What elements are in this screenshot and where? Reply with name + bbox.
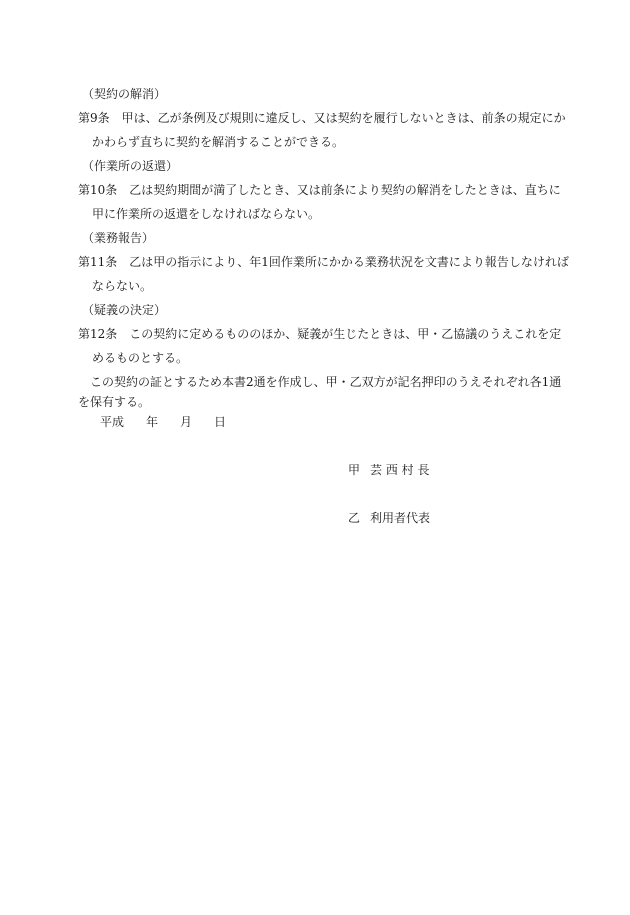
- closing-line-2: を保有する。: [78, 395, 151, 409]
- section-11-heading: （業務報告）: [82, 231, 155, 245]
- section-11-number: 第11条: [78, 255, 118, 269]
- section-10-text-1: 乙は契約期間が満了したとき、又は前条により契約の解消をしたときは、直ちに: [129, 183, 561, 197]
- closing-line-1: この契約の証とするため本書2通を作成し、甲・乙双方が記名押印のうえそれぞれ各1通: [90, 375, 562, 389]
- section-12-line-1: [78, 326, 561, 342]
- signing-date: [100, 414, 226, 430]
- party-a-role: 甲: [348, 463, 361, 477]
- section-12-number: 第12条: [78, 327, 118, 341]
- section-9-line-1: [78, 110, 566, 126]
- party-b: [348, 510, 430, 526]
- section-9-number: 第9条: [78, 111, 110, 125]
- section-10-line-1: [78, 182, 561, 198]
- section-12-text-1: この契約に定めるもののほか、疑義が生じたときは、甲・乙協議のうえこれを定: [129, 327, 562, 341]
- section-9-text-1: 甲は、乙が条例及び規則に違反し、又は契約を履行しないときは、前条の規定にか: [121, 111, 566, 125]
- date-era: 平成: [100, 415, 125, 429]
- section-11-text-1: 乙は甲の指示により、年1回作業所にかかる業務状況を文書により報告しなければ: [129, 255, 569, 269]
- section-10-number: 第10条: [78, 183, 118, 197]
- party-a: [348, 462, 429, 478]
- section-12-heading: （疑義の決定）: [82, 303, 167, 317]
- party-b-name: 利用者代表: [370, 511, 431, 525]
- section-11-line-1: [78, 254, 569, 270]
- section-10-heading: （作業所の返還）: [82, 159, 179, 173]
- section-9-heading: （契約の解消）: [82, 87, 167, 101]
- section-12-line-2: めるものとする。: [92, 351, 189, 365]
- section-10-line-2: 甲に作業所の返還をしなければならない。: [92, 207, 321, 221]
- party-a-name: 芸 西 村 長: [370, 463, 430, 477]
- section-9-line-2: かわらず直ちに契約を解消することができる。: [92, 135, 345, 149]
- date-year: 年: [146, 415, 159, 429]
- party-b-role: 乙: [348, 511, 361, 525]
- date-month: 月: [180, 415, 193, 429]
- section-11-line-2: ならない。: [92, 279, 153, 293]
- date-day: 日: [214, 415, 227, 429]
